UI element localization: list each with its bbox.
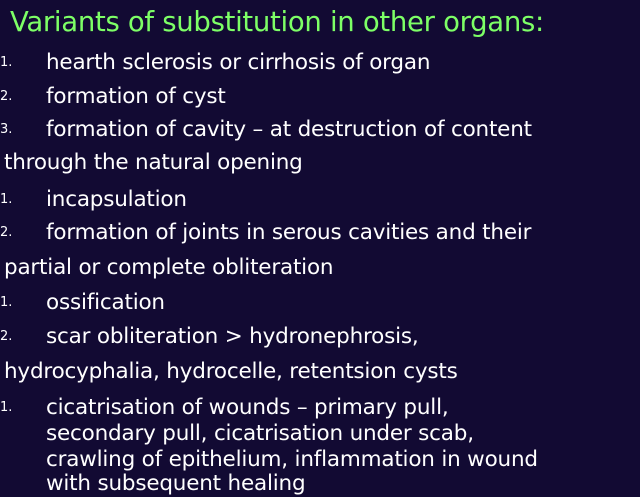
continuation-text: hydrocyphalia, hydrocelle, retentsion cysts (4, 359, 458, 384)
list-item-continuation (0, 146, 640, 180)
list-item-continuation (0, 447, 640, 473)
slide-title: Variants of substitution in other organs: (10, 6, 544, 38)
list-marker: 3. (0, 122, 13, 137)
list-item (0, 80, 640, 114)
list-item (0, 216, 640, 250)
list-marker: 2. (0, 225, 13, 240)
list-item-text: incapsulation (46, 187, 187, 212)
list-marker: 2. (0, 329, 13, 344)
list-item (0, 183, 640, 217)
list-item-text: hearth sclerosis or cirrhosis of organ (46, 50, 431, 75)
list-item (0, 286, 640, 320)
continuation-text: crawling of epithelium, inflammation in wound (46, 447, 538, 472)
continuation-text: through the natural opening (4, 150, 303, 175)
list-item-text: scar obliteration > hydronephrosis, (46, 324, 419, 349)
list-item-text: formation of joints in serous cavities and their (46, 220, 532, 245)
continuation-text: with subsequent healing (46, 471, 306, 496)
list-item-text: ossification (46, 290, 165, 315)
list-item-text: formation of cyst (46, 84, 226, 109)
list-item-text: cicatrisation of wounds – primary pull, (46, 395, 449, 420)
list-marker: 1. (0, 55, 13, 70)
list-marker: 1. (0, 295, 13, 310)
list-item (0, 395, 640, 421)
list-marker: 1. (0, 192, 13, 207)
continuation-text: secondary pull, cicatrisation under scab, (46, 421, 474, 446)
list-item (0, 113, 640, 147)
continuation-text: partial or complete obliteration (4, 255, 334, 280)
list-item-continuation (0, 251, 640, 285)
list-item (0, 320, 640, 354)
list-item-continuation (0, 355, 640, 389)
list-item-text: formation of cavity – at destruction of content (46, 117, 532, 142)
list-marker: 1. (0, 400, 13, 415)
list-item-continuation (0, 421, 640, 447)
list-marker: 2. (0, 89, 13, 104)
list-item (0, 46, 640, 80)
list-item-continuation (0, 471, 640, 497)
